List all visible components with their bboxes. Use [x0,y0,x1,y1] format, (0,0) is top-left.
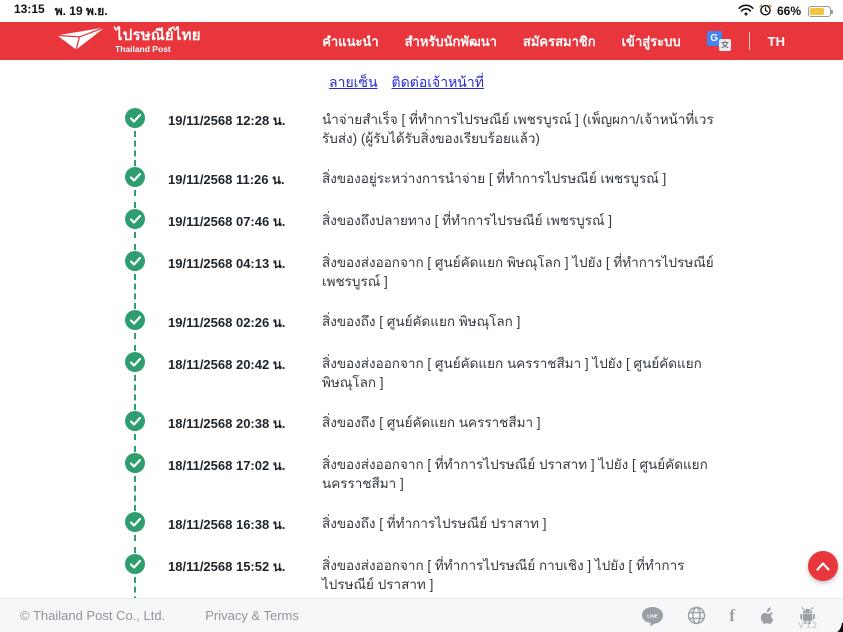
nav-divider [749,32,750,50]
brand-title: ไปรษณีย์ไทย [115,27,201,45]
timeline-status: สิ่งของส่งออกจาก [ ที่ทำการไปรษณีย์ กาบเชิง ] ไปยัง [ ที่ทำการไปรษณีย์ ปราสาท ] [322,558,685,592]
line-icon[interactable] [641,606,664,626]
timeline-date: 19/11/2568 04:13 น. [168,256,286,271]
timeline-date: 18/11/2568 16:38 น. [168,517,286,532]
timeline-status: สิ่งของส่งออกจาก [ ศูนย์คัดแยก พิษณุโลก ] ไปยัง [ ที่ทำการไปรษณีย์ เพชรบูรณ์ ] [322,255,714,289]
timeline-date: 18/11/2568 20:38 น. [168,416,286,431]
check-circle-icon [125,512,145,532]
svg-text:LINE: LINE [647,613,659,618]
battery-icon [808,6,831,17]
check-circle-icon [125,167,145,187]
timeline-status: สิ่งของถึง [ ที่ทำการไปรษณีย์ ปราสาท ] [322,516,547,531]
timeline-status: สิ่งของส่งออกจาก [ ที่ทำการไปรษณีย์ ปราสาท ] ไปยัง [ ศูนย์คัดแยก นครราชสีมา ] [322,457,708,491]
timeline-item [125,453,843,512]
footer [0,598,843,632]
check-circle-icon [125,453,145,473]
chevron-up-icon [816,562,830,571]
timeline-item [125,251,843,310]
nav-item-guide[interactable]: คำแนะนำ [322,33,379,49]
check-circle-icon [125,209,145,229]
privacy-terms-link[interactable]: Privacy & Terms [205,608,299,623]
tracking-results-panel [0,60,843,598]
timeline-item [125,512,843,554]
timeline-item [125,411,843,453]
nav-item-developers[interactable]: สำหรับนักพัฒนา [404,33,497,49]
facebook-icon[interactable]: f [729,605,735,625]
battery-percent: 66% [776,4,801,18]
check-circle-icon [125,310,145,330]
check-circle-icon [125,108,145,128]
version-text: V 1.2 [798,621,817,630]
timeline-item [125,167,843,209]
nav-item-login[interactable]: เข้าสู่ระบบ [621,33,681,49]
timeline-status: สิ่งของส่งออกจาก [ ศูนย์คัดแยก นครราชสีมา ] ไปยัง [ ศูนย์คัดแยก พิษณุโลก ] [322,356,702,390]
timeline-item [125,352,843,411]
language-selector[interactable]: TH [767,33,785,49]
check-circle-icon [125,411,145,431]
nav-item-register[interactable]: สมัครสมาชิก [522,33,596,49]
timeline-status: สิ่งของอยู่ระหว่างการนำจ่าย [ ที่ทำการไปรษณีย์ เพชรบูรณ์ ] [322,171,667,186]
globe-icon[interactable] [687,606,706,625]
copyright-text: © Thailand Post Co., Ltd. [20,608,166,623]
check-circle-icon [125,352,145,372]
brand-subtitle: Thailand Post [115,44,171,55]
timeline-date: 19/11/2568 07:46 น. [168,214,286,229]
google-translate-icon[interactable]: G [707,31,731,51]
contact-officer-link[interactable]: ติดต่อเจ้าหน้าที่ [391,74,484,90]
clock-time: 13:15 [14,1,45,16]
timeline-date: 18/11/2568 15:52 น. [168,559,286,574]
alarm-icon [759,3,772,19]
thailand-post-logo[interactable] [55,25,201,57]
top-navbar [0,22,843,60]
check-circle-icon [125,251,145,271]
timeline-date: 18/11/2568 20:42 น. [168,357,286,372]
check-circle-icon [125,554,145,574]
timeline-status: สิ่งของถึงปลายทาง [ ที่ทำการไปรษณีย์ เพชรบูรณ์ ] [322,213,613,228]
wifi-icon [738,4,754,19]
timeline-date: 19/11/2568 11:26 น. [168,172,285,187]
timeline-date: 19/11/2568 02:26 น. [168,315,286,330]
status-bar [0,0,843,22]
tracking-links-row [0,60,843,94]
timeline-date: 19/11/2568 12:28 น. [168,113,286,128]
timeline-item [125,209,843,251]
signature-link[interactable]: ลายเซ็น [329,74,378,90]
apple-icon[interactable] [758,606,775,625]
timeline-date: 18/11/2568 17:02 น. [168,458,286,473]
scroll-to-top-button[interactable] [808,551,838,581]
timeline-item [125,310,843,352]
clock-date: พ. 19 พ.ย. [54,3,108,18]
tracking-timeline [125,108,843,632]
timeline-item [125,108,843,167]
timeline-status: สิ่งของถึง [ ศูนย์คัดแยก นครราชสีมา ] [322,415,541,430]
timeline-status: สิ่งของถึง [ ศูนย์คัดแยก พิษณุโลก ] [322,314,521,329]
post-bird-icon [55,25,107,57]
timeline-status: นำจ่ายสำเร็จ [ ที่ทำการไปรษณีย์ เพชรบูรณ์ ] (เพ็ญผกา/เจ้าหน้าที่เวรรับส่ง) (ผู้รับได้รับสิ่งของเรียบร้อยแล้ว) [322,112,714,146]
